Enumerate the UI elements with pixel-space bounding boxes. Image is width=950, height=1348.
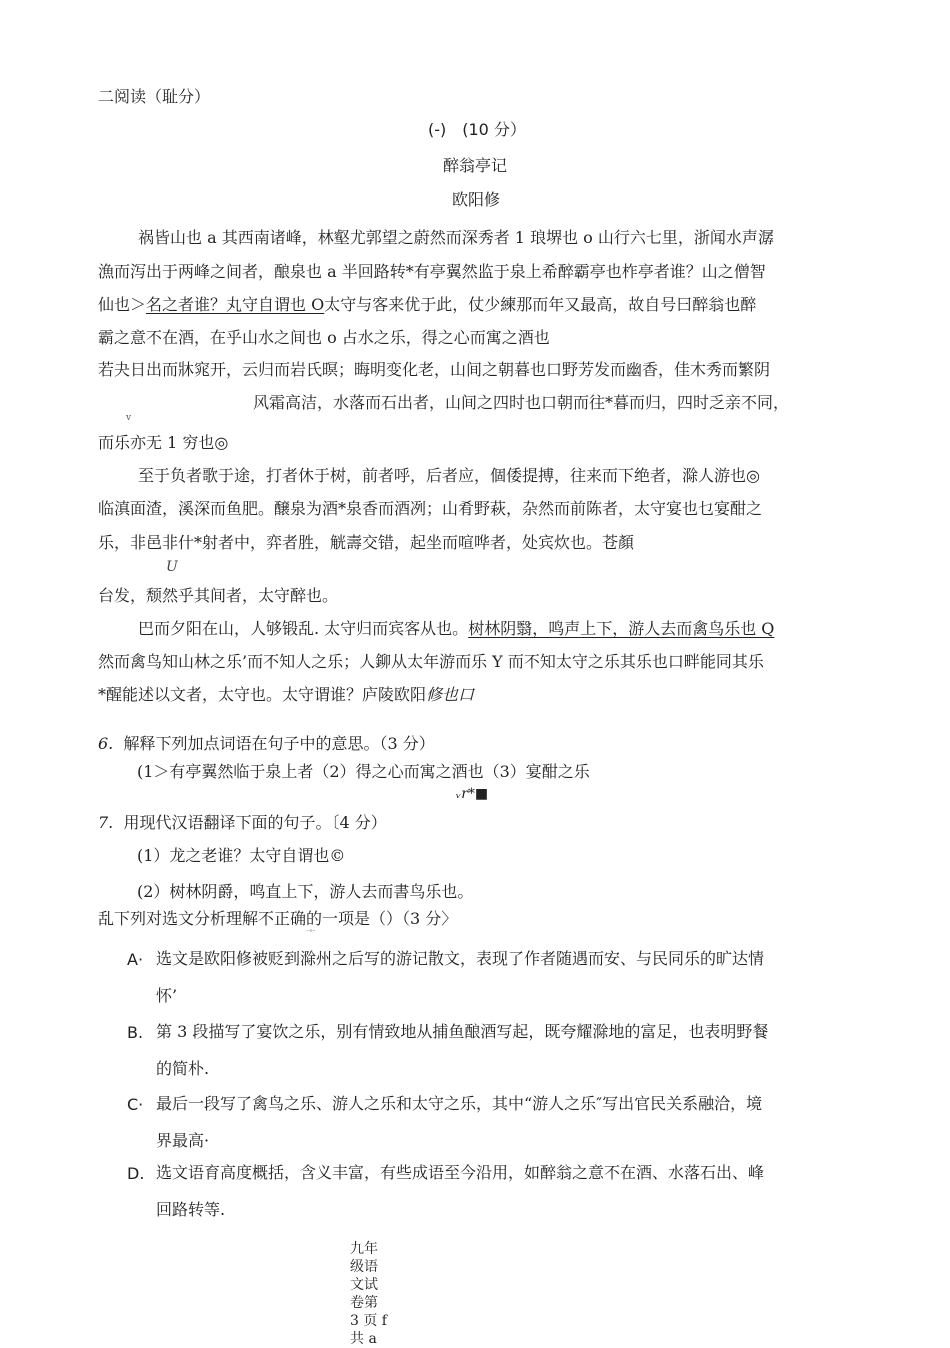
option-a-label: A· [127,950,144,969]
essay-title: 醉翁亭记 [443,156,508,175]
question-stem: 解释下列加点词语在句子中的意思。（3 分） [123,734,435,753]
question-7 [98,815,387,831]
essay-author: 欧阳修 [452,190,501,209]
part-header: (-) (10 分） [428,120,526,139]
paragraph-2-line: 若夬日出而牀窕开，云归而岩氏暝；晦明变化老，山间之朝暮也口野芳发而幽香，佳木秀而繁阴 [98,360,771,379]
paragraph-1-line: 霸之意不在酒，在乎山水之间也 o 占水之乐，得之心而寓之酒也 [98,328,550,347]
underlined-sentence: 名之者谁？丸守自谓也 O [146,295,325,314]
paragraph-4-line [98,687,474,703]
paragraph-4-line: 然而禽鸟知山林之乐’而不知人之乐；人鉚从太年游而乐 Y 而不知太守之乐其乐也口畔能同其乐 [98,652,764,671]
paragraph-2-line: 而乐亦无 1 穷也◎ [98,433,229,452]
option-c-label: C· [127,1095,144,1114]
question-6-items: (1＞有亭翼然临于泉上者（2）得之心而寓之酒也（3）宴酣之乐 [137,762,590,781]
option-d-label: D. [127,1164,145,1183]
paragraph-1-line [98,297,756,313]
paragraph-1-line: 祸皆山也 a 其西南诸峰，林壑尤郭望之蔚然而深秀者 1 琅堺也 o 山行六七里，浙闻水声潺 [138,228,774,247]
question-6 [98,736,435,752]
question-7-sentence: (2）树林阴爵，鸣直上下，游人去而書鸟乐也。 [137,882,474,901]
stray-mark: ᵥr*■ [456,786,489,802]
question-8-stem: 乱下列对选文分析理解不正确的一项是（）（3 分〉 [98,909,458,928]
underlined-sentence: 树林阴翳，鸣声上下，游人去而禽鸟乐也 Q [468,619,775,638]
text-segment: 巴而夕阳在山，人够锻乱. 太守归而宾客从也。 [138,619,469,638]
text-segment: *醒能述以文者，太守也。太守谓谁？庐陵欧阳 [98,685,427,704]
option-b-label: B. [127,1023,144,1042]
paragraph-1-line: 漁而泻出于两峰之间者，酿泉也 a 半回路转*有亭翼然监于泉上希醉霸亭也柞亭者谁？山之僧智 [98,262,766,281]
page-footer: 九年级语文试卷第 3 页 f 共 a [350,1241,387,1347]
option-a-text: 怀’ [156,986,178,1005]
paragraph-3-line: 乐，非邑非什*射者中，弈者胜，觥壽交错，起坐而喧哗者，处宾炊也。苍顏 [98,533,635,552]
option-d-text: 回路转等. [156,1200,226,1219]
paragraph-3-line: 临滇面渣，溪深而鱼肥。醸泉为酒*泉香而酒冽；山肴野萩，杂然而前陈者，太守宴也乜宴酣之 [98,499,763,518]
paragraph-4-line [138,621,774,637]
paragraph-3-line: 台发，颓然乎其间者，太守醉也。 [98,586,339,605]
text-segment: 修也口 [426,685,475,704]
section-title: 二阅读（耻分） [98,87,211,106]
question-stem: 用现代汉语翻译下面的句子。〔4 分） [123,813,387,832]
paragraph-3-line: 至于负者歌于途，打者休于树，前者呼，后者应，個倭提搏，往来而下绝者，滁人游也◎ [138,466,760,485]
option-c-text: 最后一段写了禽鸟之乐、游人之乐和太守之乐，其中“游人之乐″写出官民关系融洽，境 [156,1094,763,1113]
stray-mark: ⁻ˢ⁻ [306,928,316,936]
stray-mark: U [166,559,178,575]
option-b-text: 的简朴. [156,1059,210,1078]
paragraph-2-line: 风霜高洁，水落而石出者，山间之四时也口朝而往*暮而归，四时乏亲不同， [253,393,790,412]
question-7-sentence: (1）龙之老谁？太守自谓也© [137,846,346,865]
option-a-text: 选文是欧阳修被贬到滁州之后写的游记散文，表现了作者随遇而安、与民同乐的旷达情 [156,949,765,968]
option-d-text: 选文语育高度概括，含义丰富，有些成语至今沿用，如醉翁之意不在酒、水落石出、峰 [156,1163,765,1182]
text-segment: 太守与客来优于此，仗少練那而年又最高，故自号曰醉翁也醉 [324,295,757,314]
stray-mark: v [126,413,132,423]
option-b-text: 第 3 段描写了宴饮之乐，别有情致地从捕鱼酿酒写起，既夸耀滁地的富足，也表明野餐 [156,1022,769,1041]
text-segment: 仙也＞ [98,295,147,314]
question-number: 6. [98,734,114,753]
option-c-text: 界最高· [156,1131,210,1150]
question-number: 7. [98,813,114,832]
